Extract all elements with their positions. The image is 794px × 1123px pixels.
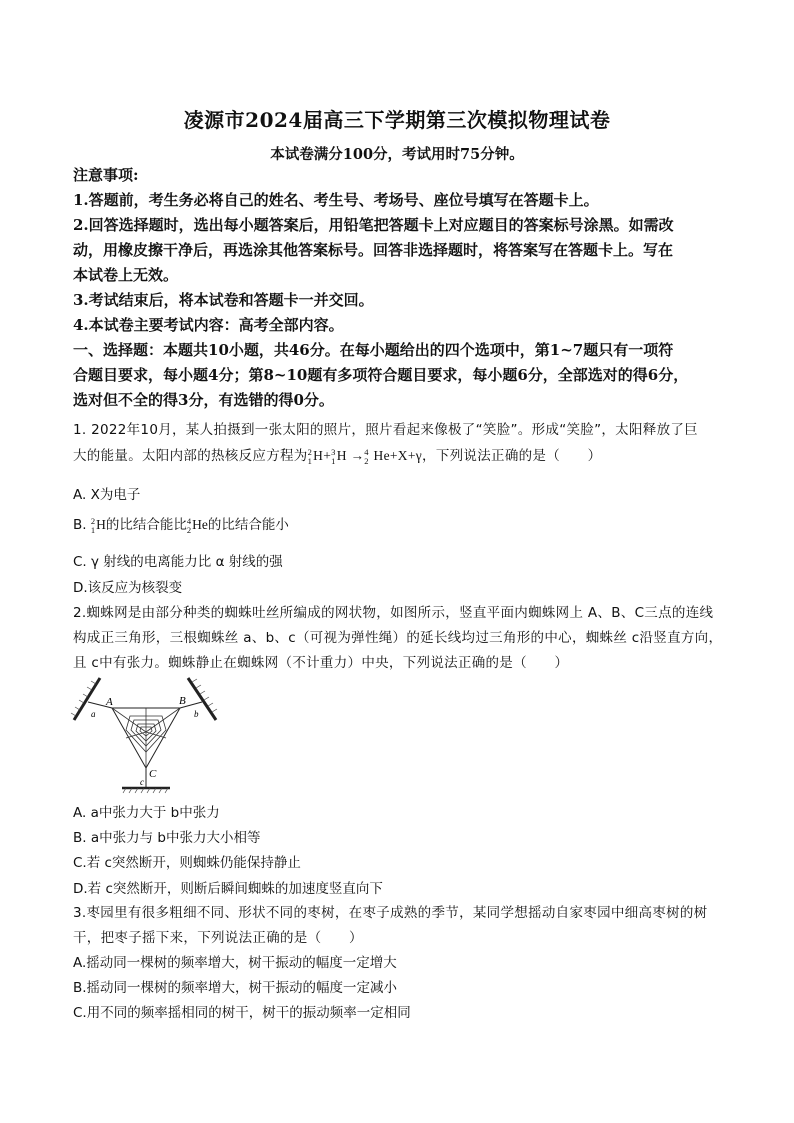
h3-charge-number: 1	[331, 455, 336, 466]
optb-he-mass: 4	[186, 515, 192, 526]
h2-symbol: H	[313, 448, 324, 463]
label-point-c: C	[149, 768, 157, 780]
q3-option-c: C.用不同的频率摇相同的树干，树干的振动频率一定相同	[73, 1005, 411, 1021]
he-charge-number: 2	[364, 455, 369, 466]
optb-h-mass: 2	[90, 515, 96, 526]
exam-subtitle: 本试卷满分100分，考试用时75分钟。	[270, 146, 524, 163]
q3-option-b: B.摇动同一棵树的频率增大，树干振动的幅度一定减小	[73, 980, 398, 996]
optb-h-charge: 1	[90, 524, 96, 535]
label-point-a: A	[106, 696, 113, 708]
q1-stem-line-1: 1. 2022年10月，某人拍摄到一张太阳的照片，照片看起来像极了“笑脸”。形成“笑脸”，太阳释放了巨	[73, 422, 698, 438]
q1-option-b-label: B.	[73, 517, 91, 533]
q2-option-a: A. a中张力大于 b中张力	[73, 805, 220, 821]
q3-stem-line-1: 3.枣园里有很多粗细不同、形状不同的枣树，在枣子成熟的季节，某同学想摇动自家枣园中细高枣树的树	[73, 905, 708, 921]
q1-option-b	[73, 513, 728, 535]
reaction-equation	[308, 448, 422, 466]
optb-he-symbol: He	[192, 517, 208, 532]
q1-stem-end: ，下列说法正确的是（ ）	[422, 448, 602, 464]
he-symbol: He	[373, 448, 390, 463]
label-point-b: B	[179, 695, 186, 707]
spider-web-figure	[70, 672, 220, 794]
q2-option-b: B. a中张力与 b中张力大小相等	[73, 830, 261, 846]
arrow-icon: →	[350, 448, 365, 463]
q2-option-c: C.若 c突然断开，则蜘蛛仍能保持静止	[73, 855, 301, 871]
optb-he-charge: 2	[186, 524, 192, 535]
h2-charge-number: 1	[307, 455, 313, 466]
section-header-line-1: 一、选择题：本题共10小题，共46分。在每小题给出的四个选项中，第1~7题只有一项符	[73, 341, 674, 359]
he-mass-number: 4	[364, 446, 369, 457]
note-item-2-end: 本试卷上无效。	[73, 266, 179, 284]
q1-stem-line-2	[73, 444, 728, 466]
label-strand-c: c	[140, 777, 144, 787]
label-strand-a: a	[91, 709, 96, 719]
note-item-4: 4.本试卷主要考试内容：高考全部内容。	[73, 316, 344, 334]
exam-title: 凌源市2024届高三下学期第三次模拟物理试卷	[183, 108, 611, 132]
note-item-2-cont: 动，用橡皮擦干净后，再选涂其他答案标号。回答非选择题时，将答案写在答题卡上。写在	[73, 241, 674, 259]
notes-heading: 注意事项:	[73, 166, 139, 184]
q1-option-d: D.该反应为核裂变	[73, 580, 183, 596]
q1-option-c: C. γ 射线的电离能力比 α 射线的强	[73, 554, 283, 570]
q2-stem-line-1: 2.蜘蛛网是由部分种类的蜘蛛吐丝所编成的网状物，如图所示，竖直平面内蜘蛛网上 A、B、C三点的连线	[73, 605, 714, 621]
section-header-line-2: 合题目要求，每小题4分；第8~10题有多项符合题目要求，每小题6分，全部选对的得6分，	[73, 366, 689, 384]
q3-option-a: A.摇动同一棵树的频率增大，树干振动的幅度一定增大	[73, 955, 397, 971]
h2-mass-number: 2	[307, 446, 313, 457]
note-item-3: 3.考试结束后，将本试卷和答题卡一并交回。	[73, 291, 374, 309]
h3-mass-number: 3	[331, 446, 336, 457]
q2-stem-line-2: 构成正三角形，三根蜘蛛丝 a、b、c（可视为弹性绳）的延长线均过三角形的中心，蜘蛛丝 c沿竖直方向，	[73, 630, 723, 646]
label-strand-b: b	[194, 709, 199, 719]
q2-stem-line-3: 且 c中有张力。蜘蛛静止在蜘蛛网（不计重力）中央，下列说法正确的是（ ）	[73, 655, 569, 671]
plus-sign: +	[323, 448, 332, 463]
q2-option-d: D.若 c突然断开，则断后瞬间蜘蛛的加速度竖直向下	[73, 881, 383, 897]
equation-tail: +X+γ	[389, 448, 423, 463]
q1-option-a: A. X为电子	[73, 487, 141, 503]
q3-stem-line-2: 干，把枣子摇下来，下列说法正确的是（ ）	[73, 930, 363, 946]
optb-end-text: 的比结合能小	[207, 517, 289, 533]
note-item-1: 1.答题前，考生务必将自己的姓名、考生号、考场号、座位号填写在答题卡上。	[73, 191, 599, 209]
optb-mid-text: 的比结合能比	[105, 517, 187, 533]
section-header-line-3: 选对但不全的得3分，有选错的得0分。	[73, 391, 334, 409]
q1-stem-text: 大的能量。太阳内部的热核反应方程为	[73, 448, 308, 464]
note-item-2: 2.回答选择题时，选出每小题答案后，用铅笔把答题卡上对应题目的答案标号涂黑。如需改	[73, 216, 674, 234]
optb-h-symbol: H	[96, 517, 106, 532]
h3-symbol: H	[336, 448, 347, 463]
